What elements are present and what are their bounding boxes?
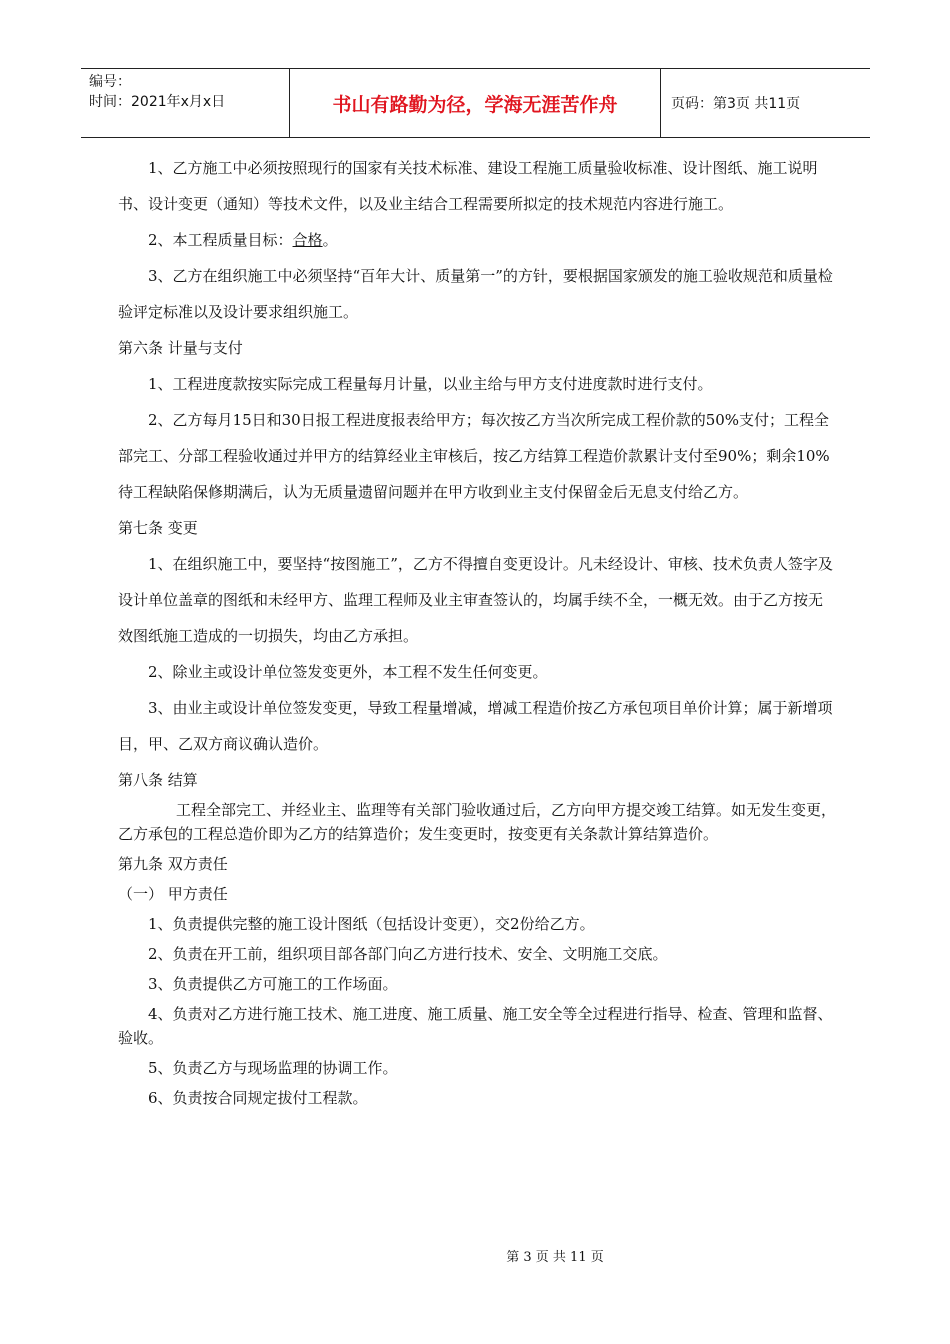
list-item: 3、负责提供乙方可施工的工作场面。 [148,975,398,993]
article-heading: 第六条 计量与支付 [118,339,243,357]
paragraph: 2、乙方每月15日和30日报工程进度报表给甲方；每次按乙方当次所完成工程价款的50%支付；工程全部完工、分部工程验收通过并甲方的结算经业主审核后，按乙方结算工程造价款累计支付至90%；剩余10%待工程缺陷保修期满后，认为无质量遗留问题并在甲方收到业主支付保留金后无息支付给乙方。 [118,411,830,501]
quality-target-label: 2、本工程质量目标： [148,231,293,249]
list-item: 2、负责在开工前，组织项目部各部门向乙方进行技术、安全、文明施工交底。 [148,945,668,963]
document-body [118,150,836,1110]
paragraph: 3、乙方在组织施工中必须坚持“百年大计、质量第一”的方针，要根据国家颁发的施工验收规范和质量检验评定标准以及设计要求组织施工。 [118,267,833,321]
section-heading: （一） 甲方责任 [118,885,228,903]
header-motto: 书山有路勤为径，学海无涯苦作舟 [290,69,661,137]
paragraph: 1、在组织施工中，要坚持“按图施工”，乙方不得擅自变更设计。凡未经设计、审核、技术负责人签字及设计单位盖章的图纸和未经甲方、监理工程师及业主审查签认的，均属手续不全，一概无效。由于乙方按无效图纸施工造成的一切损失，均由乙方承担。 [118,555,833,645]
punctuation: 。 [322,231,338,249]
paragraph: 3、由业主或设计单位签发变更，导致工程量增减，增减工程造价按乙方承包项目单价计算；属于新增项目，甲、乙双方商议确认造价。 [118,699,833,753]
header-meta [81,69,290,137]
paragraph: 1、工程进度款按实际完成工程量每月计量，以业主给与甲方支付进度款时进行支付。 [148,375,713,393]
list-item: 5、负责乙方与现场监理的协调工作。 [148,1059,398,1077]
list-item: 1、负责提供完整的施工设计图纸（包括设计变更），交2份给乙方。 [148,915,595,933]
paragraph: 工程全部完工、并经业主、监理等有关部门验收通过后，乙方向甲方提交竣工结算。如无发生变更，乙方承包的工程总造价即为乙方的结算造价；发生变更时，按变更有关条款计算结算造价。 [118,801,837,843]
paragraph-quality-target [118,222,836,258]
page-header [81,68,870,138]
header-page-info: 页码：第3页 共11页 [671,96,801,112]
article-heading: 第九条 双方责任 [118,855,228,873]
paragraph: 1、乙方施工中必须按照现行的国家有关技术标准、建设工程施工质量验收标准、设计图纸、施工说明书、设计变更（通知）等技术文件，以及业主结合工程需要所拟定的技术规范内容进行施工。 [118,159,818,213]
quality-target-value: 合格 [292,231,323,249]
list-item: 4、负责对乙方进行施工技术、施工进度、施工质量、施工安全等全过程进行指导、检查、管理和监督、验收。 [118,1005,833,1047]
paragraph: 2、除业主或设计单位签发变更外，本工程不发生任何变更。 [148,663,548,681]
article-heading: 第七条 变更 [118,519,198,537]
number-label: 编号： [89,74,131,90]
time-label: 时间：2021年x月x日 [89,94,226,110]
list-item: 6、负责按合同规定拔付工程款。 [148,1089,368,1107]
page-footer: 第 3 页 共 11 页 [506,1250,604,1265]
article-heading: 第八条 结算 [118,771,198,789]
